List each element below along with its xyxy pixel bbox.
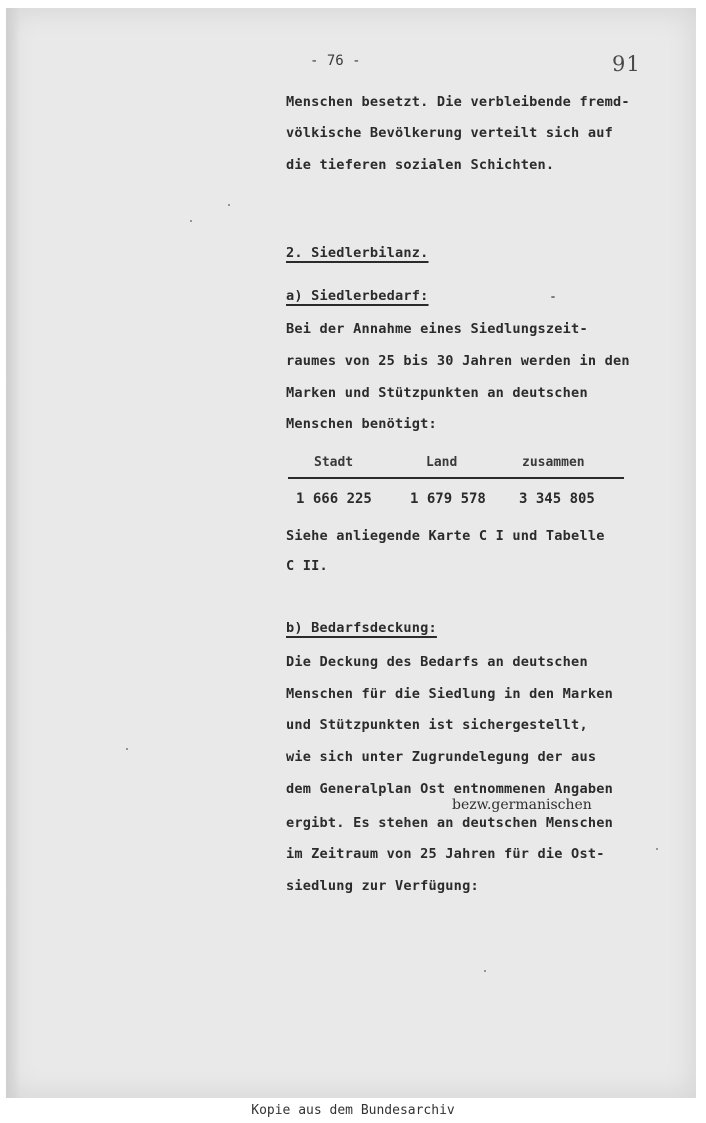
- table-cell-land: 1 679 578: [410, 491, 486, 507]
- subsection-b-line: und Stützpunkten ist sichergestellt,: [286, 717, 588, 733]
- dust-speck: [228, 204, 230, 206]
- archive-footer: Kopie aus dem Bundesarchiv: [251, 1103, 455, 1118]
- dust-speck: [484, 970, 486, 972]
- dust-speck: [190, 220, 192, 222]
- subsection-a-note: Siehe anliegende Karte C I und Tabelle: [286, 528, 605, 544]
- table-header-land: Land: [426, 455, 458, 470]
- subsection-a-line: raumes von 25 bis 30 Jahren werden in den: [286, 353, 630, 369]
- subsection-b-line: siedlung zur Verfügung:: [286, 878, 479, 894]
- page-number: - 76 -: [310, 53, 361, 69]
- handwritten-page-number: 91: [612, 52, 641, 76]
- table-header-zusammen: zusammen: [522, 455, 585, 470]
- table-cell-stadt: 1 666 225: [296, 491, 372, 507]
- page-edge-shadow: [6, 8, 20, 1098]
- handwritten-annotation: bezw.germanischen: [452, 797, 592, 813]
- intro-line: völkische Bevölkerung verteilt sich auf: [286, 125, 613, 141]
- dust-speck: [551, 296, 555, 298]
- subsection-b-heading: b) Bedarfsdeckung:: [286, 620, 437, 636]
- intro-line: Menschen besetzt. Die verbleibende fremd-: [286, 94, 630, 110]
- dust-speck: [656, 848, 658, 850]
- dust-speck: [126, 748, 128, 750]
- intro-line: die tieferen sozialen Schichten.: [286, 157, 555, 173]
- subsection-b-line: ergibt. Es stehen an deutschen Menschen: [286, 815, 613, 831]
- subsection-b-line: dem Generalplan Ost entnommenen Angaben: [286, 781, 613, 797]
- table-header-stadt: Stadt: [314, 455, 354, 470]
- section-heading: 2. Siedlerbilanz.: [286, 245, 429, 261]
- subsection-a-note: C II.: [286, 558, 328, 574]
- subsection-a-heading: a) Siedlerbedarf:: [286, 288, 429, 304]
- subsection-a-line: Marken und Stützpunkten an deutschen: [286, 385, 588, 401]
- subsection-a-line: Bei der Annahme eines Siedlungszeit-: [286, 321, 588, 337]
- subsection-b-line: Menschen für die Siedlung in den Marken: [286, 686, 613, 702]
- subsection-a-line: Menschen benötigt:: [286, 416, 437, 432]
- subsection-b-line: im Zeitraum von 25 Jahren für die Ost-: [286, 846, 605, 862]
- settler-table-header: [288, 455, 624, 479]
- table-cell-zusammen: 3 345 805: [519, 491, 595, 507]
- subsection-b-line: Die Deckung des Bedarfs an deutschen: [286, 654, 588, 670]
- subsection-b-line: wie sich unter Zugrundelegung der aus: [286, 749, 597, 765]
